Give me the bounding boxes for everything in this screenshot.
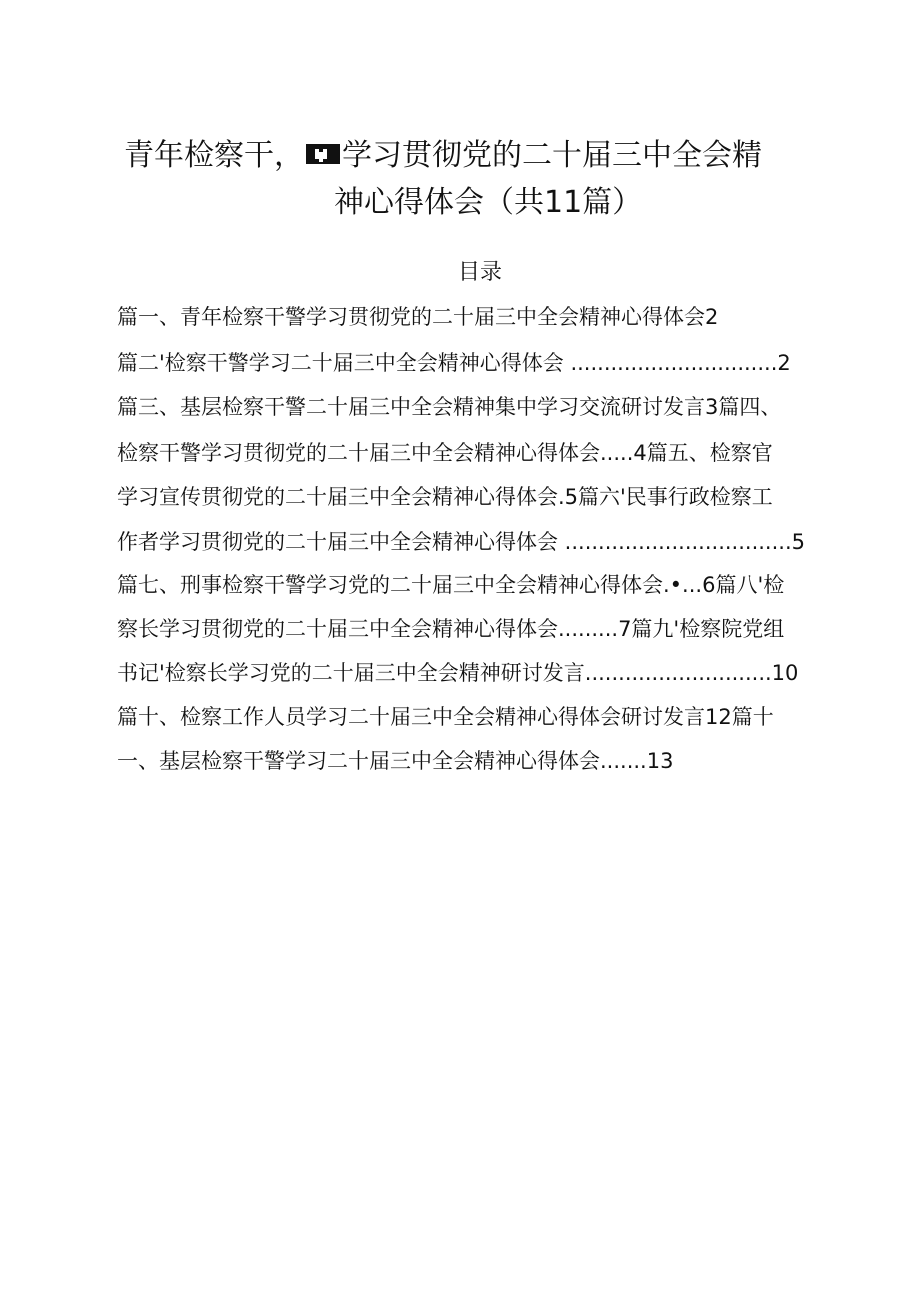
title-text-after-redaction: 学习贯彻党的二十届三中全会精 xyxy=(342,138,762,173)
toc-line: 篇一、青年检察干警学习贯彻党的二十届三中全会精神心得体会2 xyxy=(117,305,719,329)
toc-line: 察长学习贯彻党的二十届三中全会精神心得体会.........7篇九'检察院党组 xyxy=(117,617,785,641)
toc-line: 篇三、基层检察干警二十届三中全会精神集中学习交流研讨发言3篇四、 xyxy=(117,395,782,419)
document-title-line-1 xyxy=(124,136,804,176)
toc-heading: 目录 xyxy=(458,260,503,285)
toc-line: 篇二'检察干警学习二十届三中全会精神心得体会 ...............................2 xyxy=(117,351,791,375)
document-title-line-2: 神心得体会（共11篇） xyxy=(334,185,643,220)
toc-line: 篇七、刑事检察干警学习党的二十届三中全会精神心得体会.•...6篇八'检 xyxy=(117,573,785,597)
toc-line: 书记'检察长学习党的二十届三中全会精神研讨发言............................10 xyxy=(117,661,799,685)
toc-line: 一、基层检察干警学习二十届三中全会精神心得体会.......13 xyxy=(117,749,674,773)
toc-line: 检察干警学习贯彻党的二十届三中全会精神心得体会.....4篇五、检察官 xyxy=(117,441,773,465)
toc-line: 学习宣传贯彻党的二十届三中全会精神心得体会.5篇六'民事行政检察工 xyxy=(117,485,773,509)
title-text-before-redaction: 青年检察干， xyxy=(124,138,304,173)
redaction-block-icon xyxy=(306,144,340,164)
toc-line: 篇十、检察工作人员学习二十届三中全会精神心得体会研讨发言12篇十 xyxy=(117,705,774,729)
toc-line: 作者学习贯彻党的二十届三中全会精神心得体会 ..................................5 xyxy=(117,530,805,554)
